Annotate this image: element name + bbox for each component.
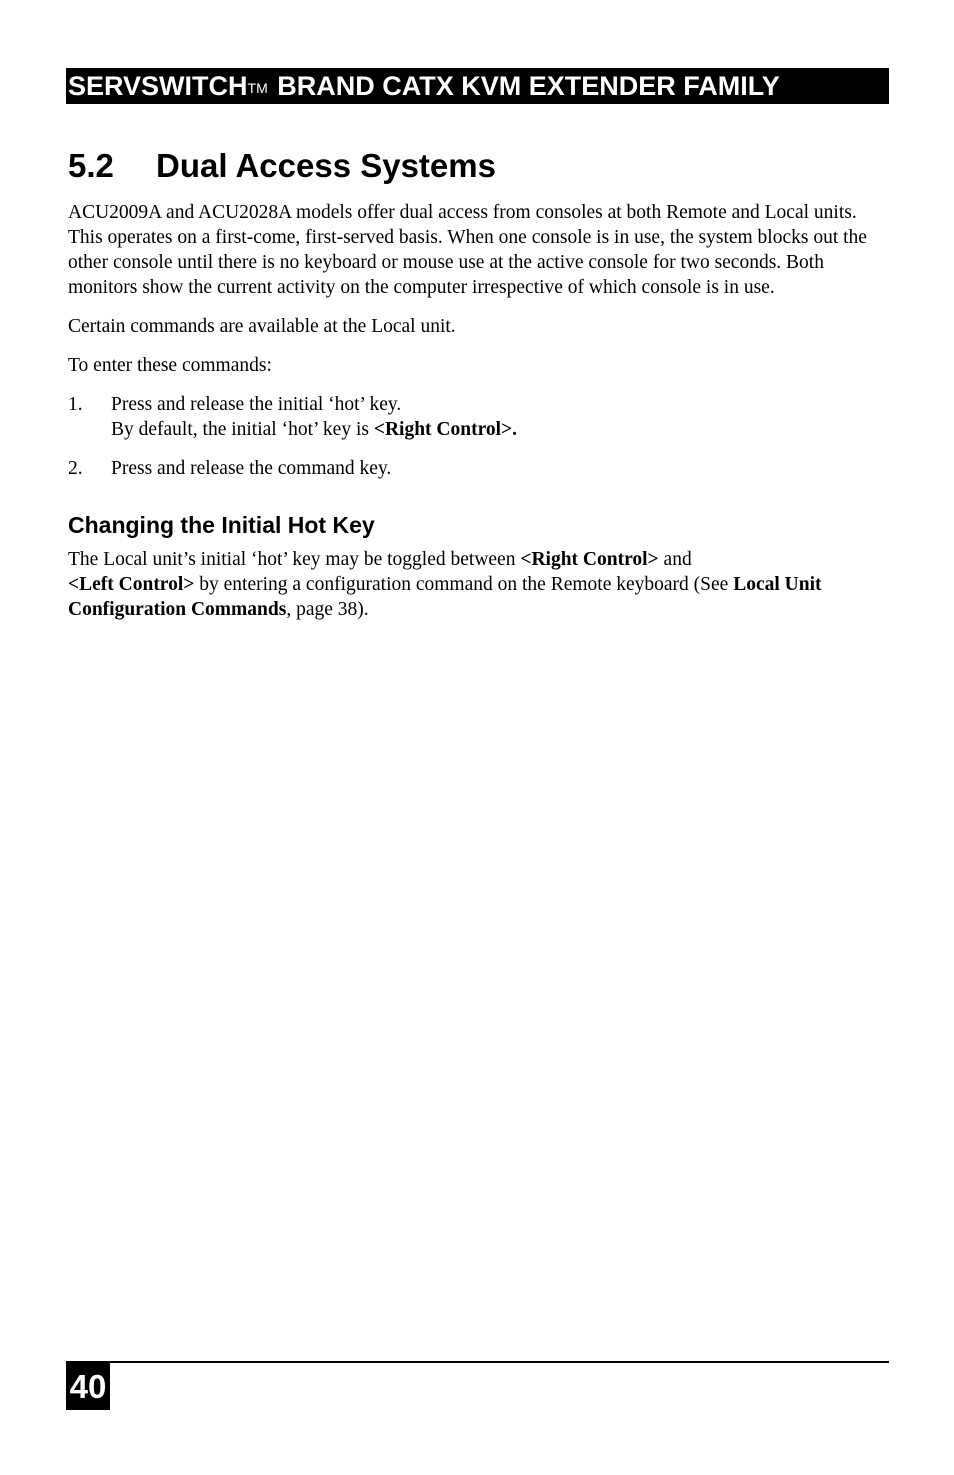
step-note: By default, the initial ‘hot’ key is [111,419,374,440]
header-title-part2: BRAND CATX KVM EXTENDER FAMILY [269,71,780,101]
right-control-key: <Right Control> [520,549,659,570]
step-number: 1. [68,394,83,415]
commands-available-paragraph: Certain commands are available at the Local unit. [68,316,456,337]
trademark-symbol: TM [247,80,268,96]
section-title: Dual Access Systems [156,147,496,184]
hot-key-text: by entering a configuration command on the Remote keyboard (See [194,574,734,595]
page-number: 40 [66,1363,110,1410]
steps-list [68,392,880,481]
enter-commands-paragraph: To enter these commands: [68,355,272,376]
section-heading [68,146,496,186]
step-number: 2. [68,458,83,479]
hot-key-paragraph [68,547,880,622]
list-item [68,392,880,442]
footer-rule [66,1361,889,1363]
hot-key-text: and [658,549,692,570]
hot-key-text: The Local unit’s initial ‘hot’ key may be toggled between [68,549,521,570]
step-text: Press and release the initial ‘hot’ key. [111,394,402,415]
step-text: Press and release the command key. [111,458,392,479]
intro-paragraph: ACU2009A and ACU2028A models offer dual access from consoles at both Remote and Local units. This operates on a first-come, first-served basis. When one console is in use, the system blocks out the other console until there is no keyboard or mouse use at the active console for two seconds. Both monitors show the current activity on the computer irrespective of which console is in use. [68,202,867,298]
subsection-heading: Changing the Initial Hot Key [68,512,375,538]
step-key-name: <Right Control>. [373,419,518,440]
left-control-key: <Left Control> [68,574,195,595]
running-header [66,68,889,104]
cross-reference: Local Unit Configuration Commands [68,574,822,620]
hot-key-text: , page 38). [286,599,369,620]
list-item [68,456,880,481]
header-title-part1: SERVSWITCH [68,71,248,101]
page-content [68,200,880,636]
section-number: 5.2 [68,147,114,184]
